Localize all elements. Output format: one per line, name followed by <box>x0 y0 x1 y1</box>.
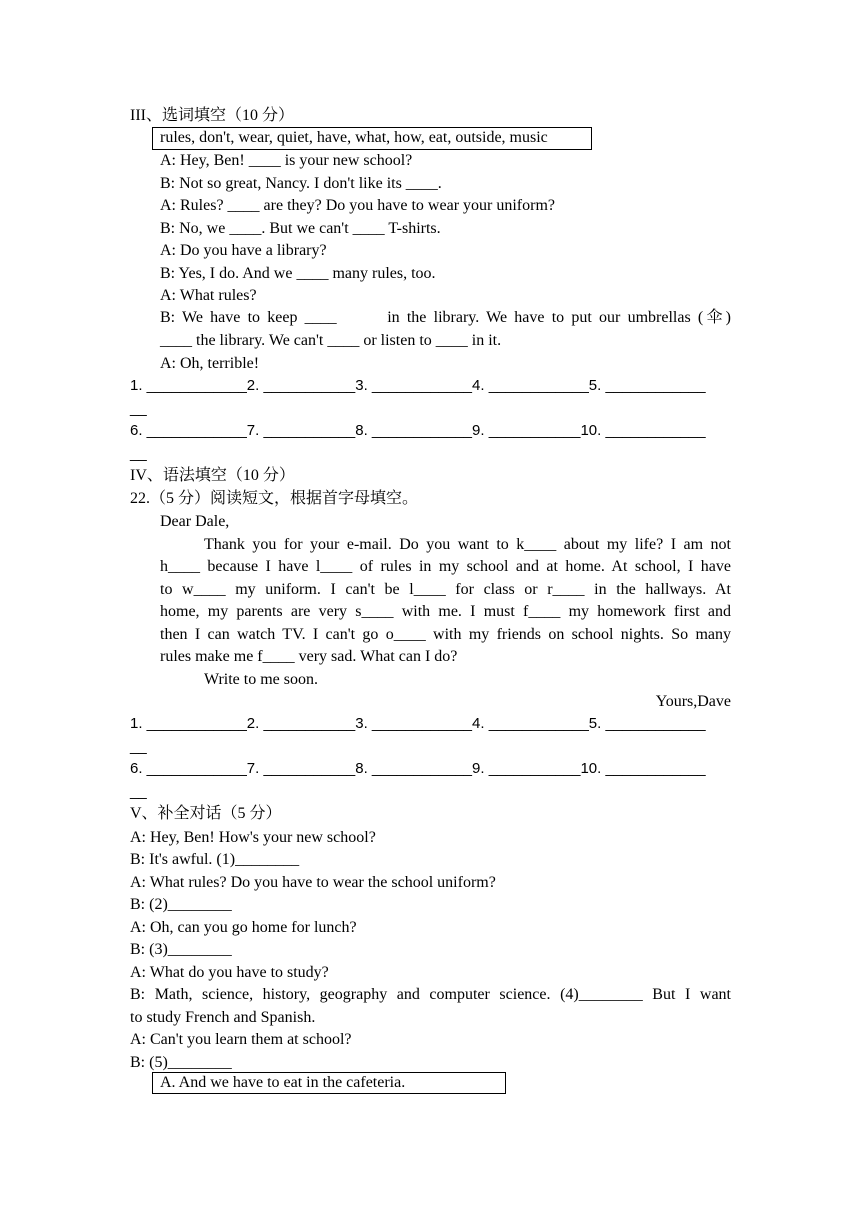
answer-row-wrap: __ <box>130 738 147 755</box>
passage-line: then I can watch TV. I can't go o____ with my friends on school nights. So many <box>160 626 731 643</box>
answer-row: 6. ____________7. ___________8. ____________9. ___________10. ____________ <box>130 760 706 777</box>
dialogue-line: B: (2)________ <box>130 896 232 913</box>
passage-line: home, my parents are very s____ with me. I must f____ my homework first and <box>160 603 731 620</box>
dialogue-line: B: Yes, I do. And we ____ many rules, too. <box>160 265 436 282</box>
dialogue-line: A: What do you have to study? <box>130 964 329 981</box>
dialogue-line: B: (5)________ <box>130 1054 232 1071</box>
letter-greeting: Dear Dale, <box>160 513 230 530</box>
passage-line: h____ because I have l____ of rules in my school and at home. At school, I have <box>160 558 731 575</box>
dialogue-line: A: Rules? ____ are they? Do you have to wear your uniform? <box>160 197 555 214</box>
dialogue-line: B: It's awful. (1)________ <box>130 851 300 868</box>
word-bank-text: rules, don't, wear, quiet, have, what, how, eat, outside, music <box>160 129 548 146</box>
dialogue-line: A: Hey, Ben! ____ is your new school? <box>160 152 413 169</box>
question-instruction: 22.（5 分）阅读短文，根据首字母填空。 <box>130 490 419 507</box>
passage-line: to w____ my uniform. I can't be l____ for class or r____ in the hallways. At <box>160 581 731 598</box>
letter-signature: Yours,Dave <box>655 693 731 710</box>
passage-line: Thank you for your e-mail. Do you want to k____ about my life? I am not <box>204 536 731 553</box>
answer-row-wrap: __ <box>130 445 147 462</box>
dialogue-line: B: (3)________ <box>130 941 232 958</box>
dialogue-line: B: No, we ____. But we can't ____ T-shirts. <box>160 220 441 237</box>
answer-row: 1. ____________2. ___________3. ____________4. ____________5. ____________ <box>130 377 706 394</box>
dialogue-line: to study French and Spanish. <box>130 1009 316 1026</box>
dialogue-line: B: We have to keep ____ in the library. We have to put our umbrellas (伞) <box>160 309 731 326</box>
dialogue-line: A: Oh, terrible! <box>160 355 260 372</box>
section-3-title: III、选词填空（10 分） <box>130 107 294 124</box>
dialogue-line: ____ the library. We can't ____ or listen to ____ in it. <box>160 332 502 349</box>
dialogue-line: B: Math, science, history, geography and computer science. (4)________ But I want <box>130 986 731 1003</box>
passage-line: rules make me f____ very sad. What can I do? <box>160 648 458 665</box>
answer-row: 1. ____________2. ___________3. ____________4. ____________5. ____________ <box>130 715 706 732</box>
answer-row: 6. ____________7. ___________8. ____________9. ___________10. ____________ <box>130 422 706 439</box>
dialogue-line: A: What rules? Do you have to wear the school uniform? <box>130 874 496 891</box>
dialogue-line: A: Hey, Ben! How's your new school? <box>130 829 376 846</box>
answer-row-wrap: __ <box>130 783 147 800</box>
section-5-title: V、补全对话（5 分） <box>130 805 282 822</box>
option-box-text: A. And we have to eat in the cafeteria. <box>160 1074 406 1091</box>
letter-closing-line: Write to me soon. <box>204 671 318 688</box>
dialogue-line: A: Can't you learn them at school? <box>130 1031 352 1048</box>
dialogue-line: A: Do you have a library? <box>160 242 327 259</box>
answer-row-wrap: __ <box>130 400 147 417</box>
section-4-title: IV、语法填空（10 分） <box>130 467 295 484</box>
dialogue-line: B: Not so great, Nancy. I don't like its ____. <box>160 175 442 192</box>
dialogue-line: A: What rules? <box>160 287 257 304</box>
dialogue-line: A: Oh, can you go home for lunch? <box>130 919 357 936</box>
